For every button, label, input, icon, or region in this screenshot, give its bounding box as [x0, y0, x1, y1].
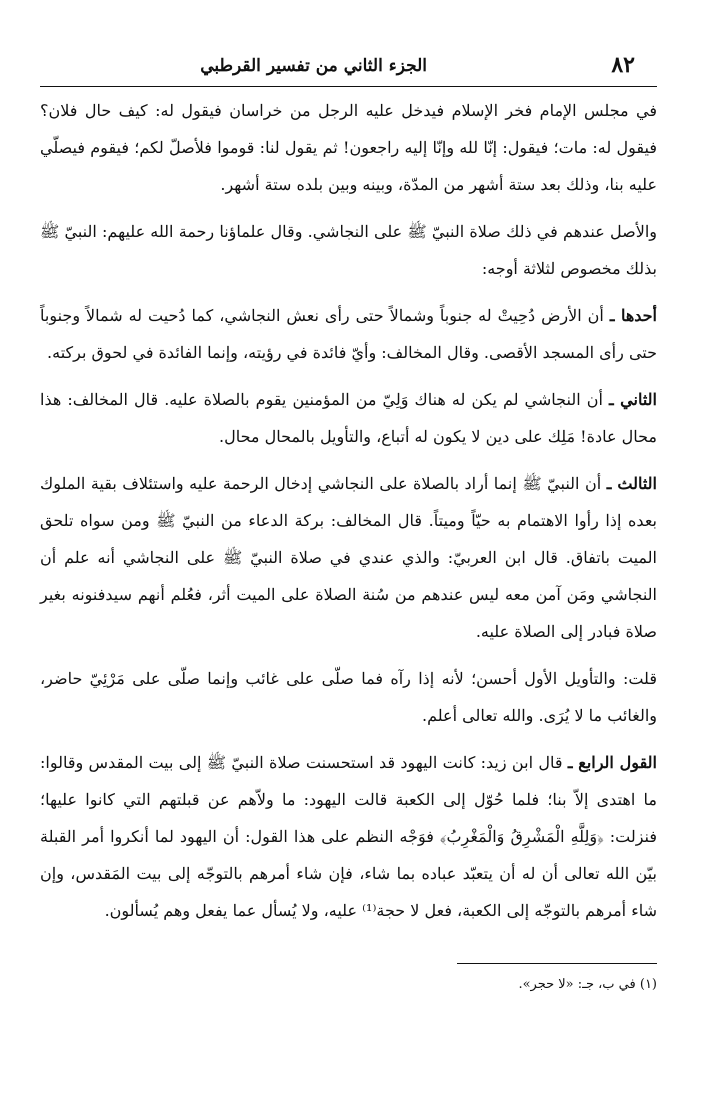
paragraph-second-aspect: الثاني ـ أن النجاشي لم يكن له هناك وَلِيّ من المؤمنين يقوم بالصلاة عليه. قال المخالف: هذا محال عادة! مَلِك على دين لا يكون له أتباع، والتأويل بالمحال محال.: [40, 390, 657, 446]
page-number: ٨٢: [611, 52, 635, 78]
paragraph-first-aspect: أحدها ـ أن الأرض دُحِيتْ له جنوباً وشمالاً حتى رأى نعش النجاشي، كما دُحيت له شمالاً وجنوباً حتى رأى المسجد الأقصى. وقال المخالف: وأيّ فائدة في رؤيته، وإنما الفائدة في لحوق بركته.: [40, 306, 657, 362]
header-rule: [40, 86, 657, 87]
paragraph-opinion: قلت: والتأويل الأول أحسن؛ لأنه إذا رآه فما صلّى على غائب وإنما صلّى على مَرْئِيّ حاضر، والغائب ما لا يُرَى. والله تعالى أعلم.: [40, 669, 657, 725]
footnote-rule: [457, 963, 657, 964]
page-body: [40, 80, 657, 929]
page-header: [40, 0, 657, 80]
paragraph-fourth-view: القول الرابع ـ قال ابن زيد: كانت اليهود قد استحسنت صلاة النبيّ ﷺ إلى بيت المقدس وقالوا: ما اهتدى إلاّ بنا؛ فلما حُوّل إلى الكعبة قالت اليهود: ما ولاّهم عن قبلتهم التي كانوا عليها؛ فنزلت: ﴿وَلِلَّهِ الْمَشْرِقُ وَالْمَغْرِبُ﴾ فوَجْه النظم على هذا القول: أن اليهود لما أنكروا أمر القبلة بيّن الله تعالى أن له أن يتعبّد عباده بما شاء، فإن شاء أمرهم بالتوجّه إلى بيت المَقدس، وإن شاء أمرهم بالتوجّه إلى الكعبة، فعل لا حجة⁽¹⁾ عليه، ولا يُسأل عما يفعل وهم يُسألون.: [40, 753, 657, 920]
paragraph-1: في مجلس الإمام فخر الإسلام فيدخل عليه الرجل من خراسان فيقول له: كيف حال فلان؟ فيقول له: مات؛ فيقول: إنّا لله وإنّا إليه راجعون! ثم يقول لنا: قوموا فلأصلّ لكم؛ فيقوم فيصلّي عليه بنا، وذلك بعد ستة أشهر من المدّة، وبينه وبين بلده ستة أشهر.: [40, 101, 657, 194]
paragraph-2: والأصل عندهم في ذلك صلاة النبيّ ﷺ على النجاشي. وقال علماؤنا رحمة الله عليهم: النبيّ ﷺ بذلك مخصوص لثلاثة أوجه:: [40, 222, 657, 278]
footnote: (١) في ب، جـ: «لا حجر».: [518, 977, 657, 992]
paragraph-third-aspect: الثالث ـ أن النبيّ ﷺ إنما أراد بالصلاة على النجاشي إدخال الرحمة عليه واستئلاف بقية الملوك بعده إذا رأوا الاهتمام به حيّاً وميتاً. قال المخالف: بركة الدعاء من النبيّ ﷺ ومن سواه تلحق الميت باتفاق. قال ابن العربيّ: والذي عندي في صلاة النبيّ ﷺ على النجاشي أنه علم أن النجاشي ومَن آمن معه ليس عندهم من سُنة الصلاة على الميت أثر، فعُلم أنهم سيدفنونه بغير صلاة فبادر إلى الصلاة عليه.: [40, 474, 657, 641]
running-title: الجزء الثاني من تفسير القرطبي: [200, 56, 427, 76]
